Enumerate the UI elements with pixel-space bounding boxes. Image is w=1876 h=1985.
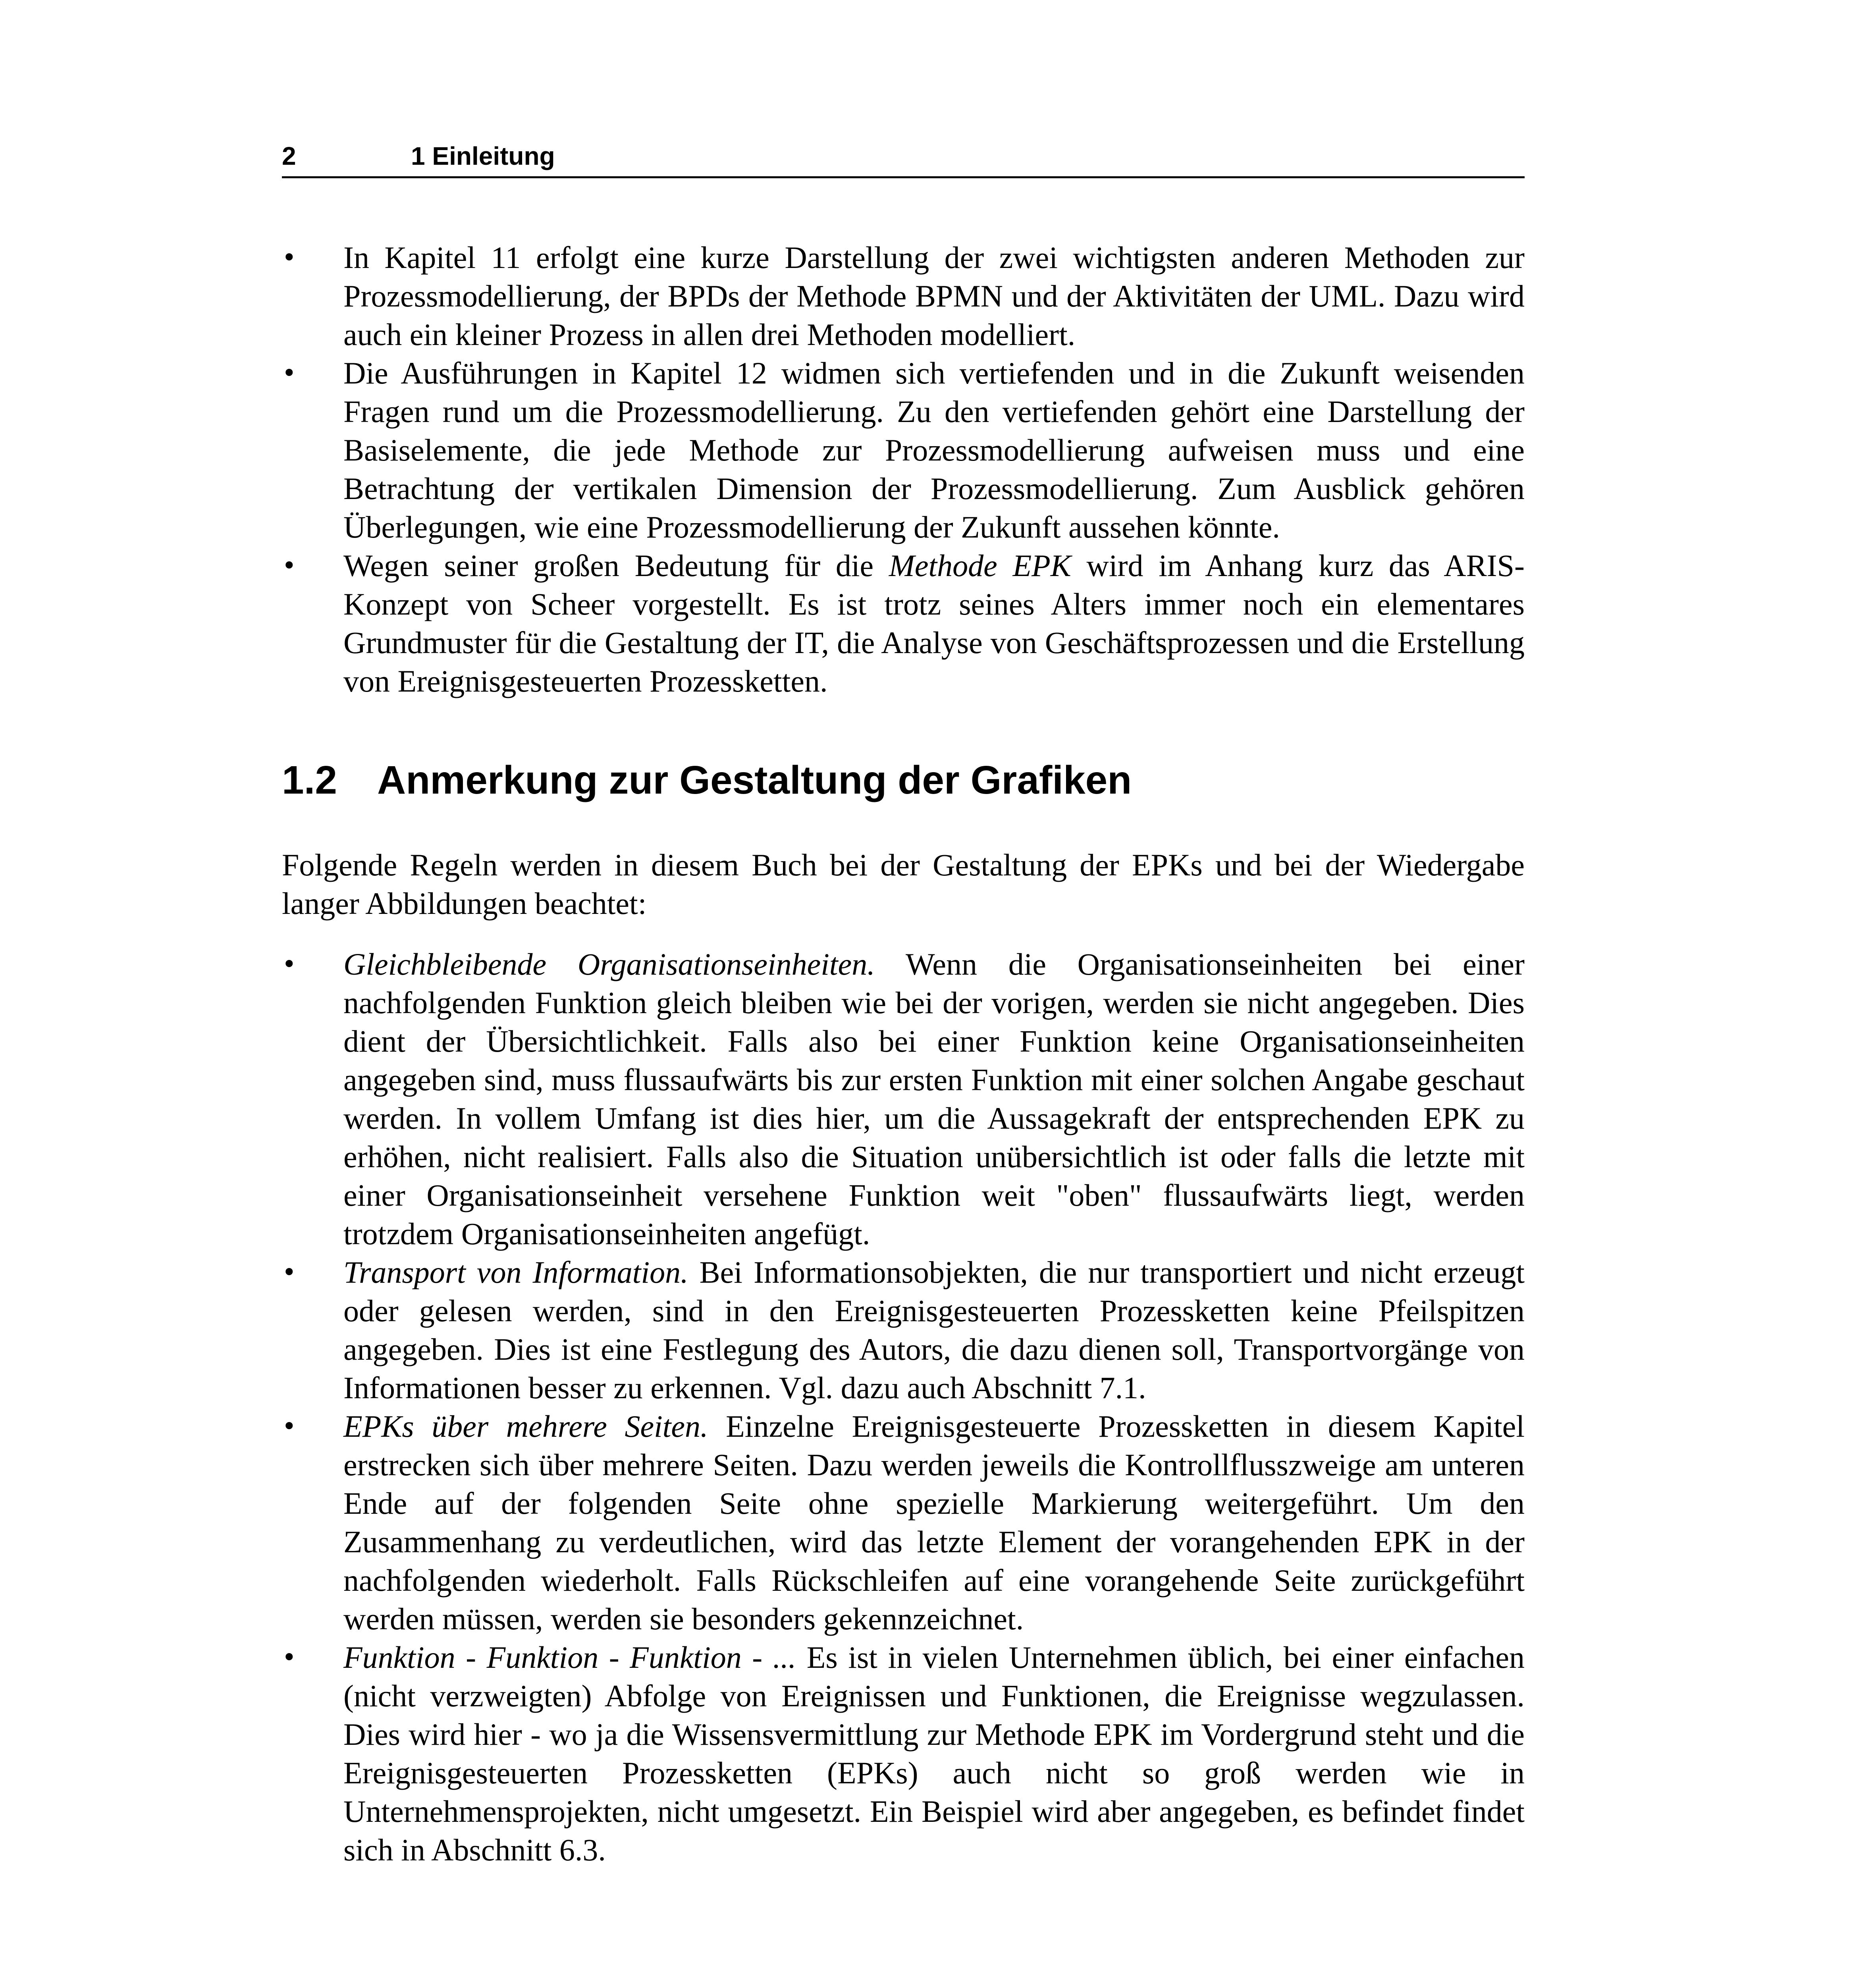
- rule-title: Transport von Information.: [343, 1255, 688, 1289]
- list-item: [282, 1253, 1525, 1407]
- rule-text: Wenn die Organisationseinheiten bei einer nachfolgenden Funktion gleich bleiben wie bei der vorigen, werden sie nicht angegeben. Dies dient der Übersichtlichkeit. Falls also bei einer Funktion keine Organisationseinheiten angegeben sind, muss flussaufwärts bis zur ersten Funktion mit einer solchen Angabe geschaut werden. In vollem Umfang ist dies hier, um die Aussagekraft der entsprechenden EPK zu erhöhen, nicht realisiert. Falls also die Situation unübersichtlich ist oder falls die letzte mit einer Organisationseinheit versehene Funktion weit "oben" flussaufwärts liegt, werden trotzdem Organisationseinheiten angefügt.: [343, 947, 1525, 1251]
- list-item: [282, 1638, 1525, 1869]
- rule-title: Gleichbleibende Organisationseinheiten.: [343, 947, 875, 981]
- section-number: 1.2: [282, 758, 337, 802]
- page-number: 2: [282, 142, 296, 170]
- list-item: [282, 945, 1525, 1253]
- list-item: [282, 238, 1525, 354]
- list-item: [282, 354, 1525, 546]
- rule-text: Einzelne Ereignisgesteuerte Prozessketten in diesem Kapitel erstrecken sich über mehrere Seiten. Dazu werden jeweils die Kontrollflusszweige am unteren Ende auf der folgenden Seite ohne spezielle Markierung weitergeführt. Um den Zusammenhang zu verdeutlichen, wird das letzte Element der vorangehenden EPK in der nachfolgenden wiederholt. Falls Rückschleifen auf eine vorangehende Seite zurückgeführt werden müssen, werden sie besonders gekennzeichnet.: [343, 1409, 1525, 1636]
- rule-text: Bei Informationsobjekten, die nur transportiert und nicht erzeugt oder gelesen werden, sind in den Ereignisgesteuerten Prozessketten keine Pfeilspitzen angegeben. Dies ist eine Festlegung des Autors, die dazu dienen soll, Transportvorgänge von Informationen besser zu erkennen. Vgl. dazu auch Abschnitt 7.1.: [343, 1255, 1525, 1405]
- intro-paragraph: Folgende Regeln werden in diesem Buch bei der Gestaltung der EPKs und bei der Wiedergabe langer Abbildungen beachtet:: [282, 848, 1525, 921]
- section-title: Anmerkung zur Gestaltung der Grafiken: [377, 758, 1132, 802]
- running-head: [282, 138, 1525, 178]
- bullet-icon: •: [282, 243, 297, 272]
- list-item-text: Die Ausführungen in Kapitel 12 widmen sich vertiefenden und in die Zukunft weisenden Fragen rund um die Prozessmodellierung. Zu den vertiefenden gehört eine Darstellung der Basiselemente, die jede Methode zur Prozessmodellierung aufweisen muss und eine Betrachtung der vertikalen Dimension der Prozessmodellierung. Zum Ausblick gehören Überlegungen, wie eine Prozessmodellierung der Zukunft aussehen könnte.: [343, 356, 1525, 544]
- rule-text: Es ist in vielen Unternehmen üblich, bei einer einfachen (nicht verzweigten) Abfolge von Ereignissen und Funktionen, die Ereignisse wegzulassen. Dies wird hier - wo ja die Wissensvermittlung zur Methode EPK im Vordergrund steht und die Ereignisgesteuerten Prozessketten (EPKs) auch nicht so groß werden wie in Unternehmensprojekten, nicht umgesetzt. Ein Beispiel wird aber angegeben, es befindet findet sich in Abschnitt 6.3.: [343, 1640, 1525, 1867]
- bullet-icon: •: [282, 358, 297, 387]
- list-item-text: wird im Anhang kurz das ARIS-Konzept von Scheer vorgestellt. Es ist trotz seines Alters immer noch ein elementares Grundmuster für die Gestaltung der IT, die Analyse von Geschäftsprozessen und die Erstellung von Ereignisgesteuerten Prozessketten.: [343, 548, 1525, 698]
- list-item-emphasis: Methode EPK: [889, 548, 1071, 583]
- bullet-icon: •: [282, 1412, 297, 1441]
- rule-title: Funktion - Funktion - Funktion - ...: [343, 1640, 796, 1675]
- bullet-list-rules: [282, 945, 1525, 1869]
- list-item: [282, 1407, 1525, 1638]
- list-item-text: Wegen seiner großen Bedeutung für die: [343, 548, 889, 583]
- bullet-icon: •: [282, 1643, 297, 1672]
- list-item-text: In Kapitel 11 erfolgt eine kurze Darstellung der zwei wichtigsten anderen Methoden zur Prozessmodellierung, der BPDs der Methode BPMN und der Aktivitäten der UML. Dazu wird auch ein kleiner Prozess in allen drei Methoden modelliert.: [343, 240, 1525, 352]
- chapter-title: 1 Einleitung: [411, 142, 555, 170]
- rule-title: EPKs über mehrere Seiten.: [343, 1409, 708, 1443]
- section-heading: [282, 754, 1525, 806]
- bullet-icon: •: [282, 950, 297, 979]
- bullet-list-chapters: [282, 238, 1525, 700]
- list-item: [282, 546, 1525, 700]
- bullet-icon: •: [282, 551, 297, 580]
- bullet-icon: •: [282, 1258, 297, 1287]
